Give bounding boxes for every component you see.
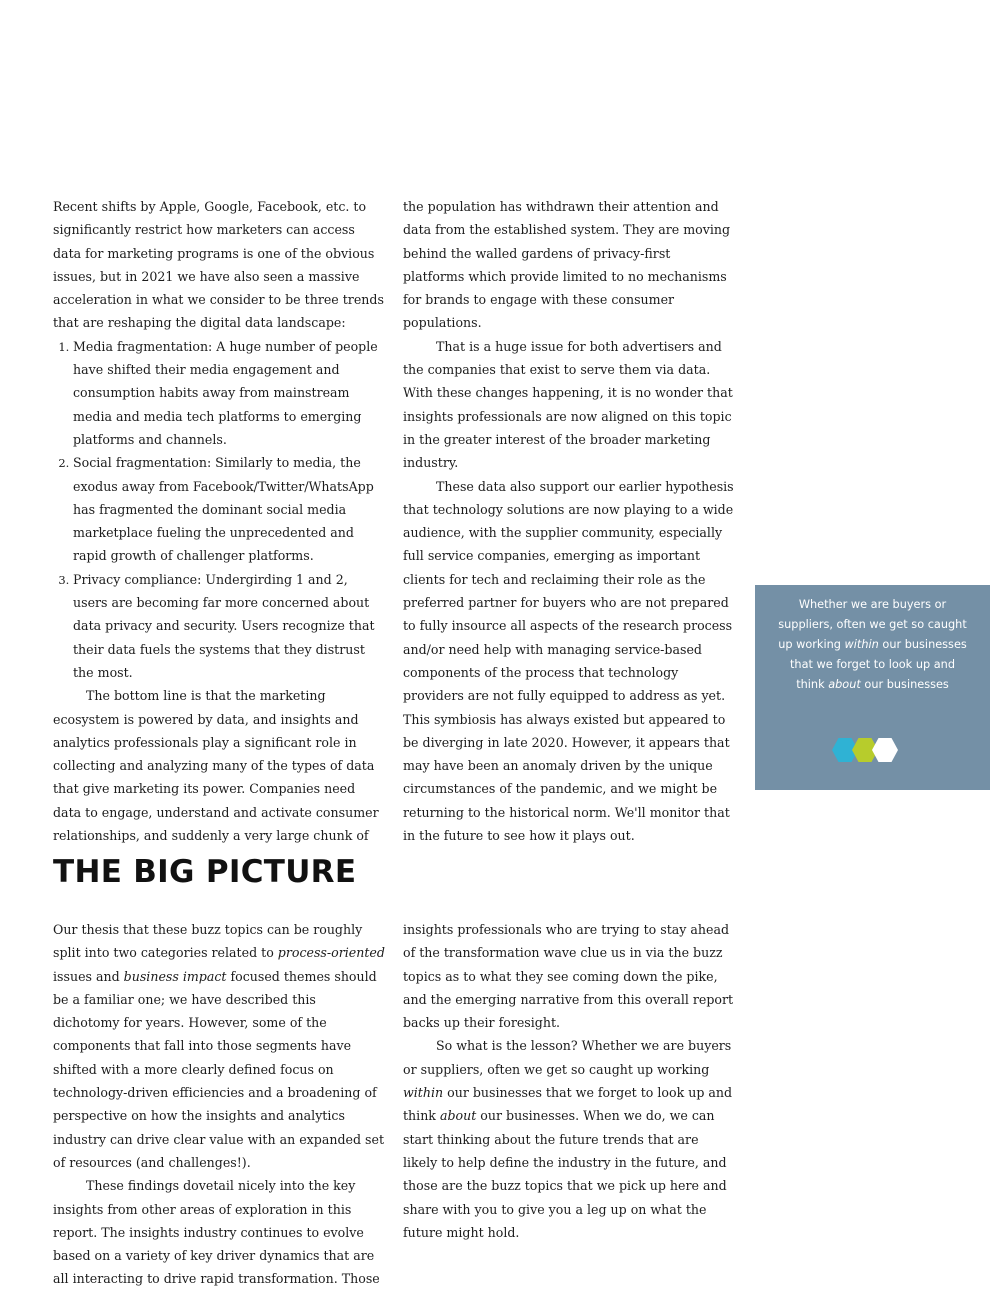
text-run: So what is the lesson? Whether we are buyers or suppliers, often we get so caught up working <box>403 1038 732 1077</box>
intro-paragraph: Recent shifts by Apple, Google, Facebook, etc. to significantly restrict how marketers can access data for marketing programs is one of the obvious issues, but in 2021 we have also seen a massive acceleration in what we consider to be three trends that are reshaping the digital data landscape: <box>53 199 384 331</box>
list-item: 2. Social fragmentation: Similarly to media, the exodus away from Facebook/Twitter/WhatsApp has fragmented the dominant social media marketplace fueling the unprecedented and rapid growth of challenger platforms. <box>73 451 385 567</box>
paragraph: These data also support our earlier hypothesis that technology solutions are now playing to a wide audience, with the supplier community, especially full service companies, emerging as important clients for tech and reclaiming their role as the preferred partner for buyers who are not prepared to fully insource all aspects of the research process and/or need help with managing service-based components of the process that technology providers are not fully equipped to address as yet. This symbiosis has always existed but appeared to be diverging in late 2020. However, it appears that may have been an anomaly driven by the unique circumstances of the pandemic, and we might be returning to the historical norm. We'll monitor that in the future to see how it plays out. <box>403 478 734 844</box>
bottom-line-paragraph: The bottom line is that the marketing ecosystem is powered by data, and insights and analytics professionals play a significant role in collecting and analyzing many of the types of data that give marketing its power. Companies need data to engage, understand and activate consumer relationships, and suddenly a very large chunk of <box>53 688 379 844</box>
thesis-paragraph <box>53 918 385 1174</box>
column-3 <box>53 918 385 1291</box>
emphasis: within <box>403 1085 444 1101</box>
text-run: our businesses. When we do, we can start thinking about the future trends that are likely to help define the industry in the future, and those are the buzz topics that we pick up here and share with you to give you a leg up on what the future might hold. <box>403 1108 727 1240</box>
text-run: focused themes should be a familiar one; we have described this dichotomy for years. However, some of the components that fall into those segments have shifted with a more clearly defined focus on technology-driven efficiencies and a broadening of perspective on how the insights and analytics industry can drive clear value with an expanded set of resources (and challenges!). <box>53 968 385 1170</box>
text-run: our businesses that we forget to look up and think <box>790 638 967 691</box>
section-heading: THE BIG PICTURE <box>53 854 357 890</box>
text-run: issues and <box>53 968 124 984</box>
column-4 <box>403 918 735 1244</box>
emphasis: business impact <box>123 968 227 984</box>
pull-quote-text <box>775 595 970 695</box>
text-run: our businesses that we forget to look up and think <box>403 1085 733 1124</box>
hexagon-3 <box>872 738 898 762</box>
list-item: 3. Privacy compliance: Undergirding 1 and 2, users are becoming far more concerned about data privacy and security. Users recognize that their data fuels the systems that they distrust the most. <box>73 568 385 684</box>
emphasis: about <box>828 678 861 691</box>
text-run: Whether we are buyers or suppliers, often we get so caught up working <box>778 598 967 651</box>
lesson-paragraph <box>403 1034 735 1244</box>
three-hexagons-icon <box>832 737 914 763</box>
column-1 <box>53 195 385 847</box>
paragraph: These findings dovetail nicely into the key insights from other areas of exploration in this report. The insights industry continues to evolve based on a variety of key driver dynamics that are all interacting to drive rapid transformation. Those <box>53 1178 380 1287</box>
list-item: 1. Media fragmentation: A huge number of people have shifted their media engagement and consumption habits away from mainstream media and media tech platforms to emerging platforms and channels. <box>73 335 385 451</box>
column-2 <box>403 195 735 847</box>
text-run: our businesses <box>860 678 949 691</box>
emphasis: about <box>439 1108 477 1124</box>
emphasis: process-oriented <box>277 945 385 961</box>
paragraph: insights professionals who are trying to stay ahead of the transformation wave clue us in via the buzz topics as to what they see coming down the pike, and the emerging narrative from this overall report backs up their foresight. <box>403 922 734 1031</box>
paragraph: the population has withdrawn their attention and data from the established system. They are moving behind the walled gardens of privacy-first platforms which provide limited to no mechanisms for brands to engage with these consumer populations. <box>403 199 731 331</box>
paragraph: That is a huge issue for both advertisers and the companies that exist to serve them via data. With these changes happening, it is no wonder that insights professionals are now aligned on this topic in the greater interest of the broader marketing industry. <box>403 338 733 471</box>
pull-quote-callout <box>755 585 990 790</box>
text-run: Our thesis that these buzz topics can be roughly split into two categories related to <box>53 922 363 961</box>
emphasis: within <box>844 638 879 651</box>
trends-list <box>53 335 385 684</box>
